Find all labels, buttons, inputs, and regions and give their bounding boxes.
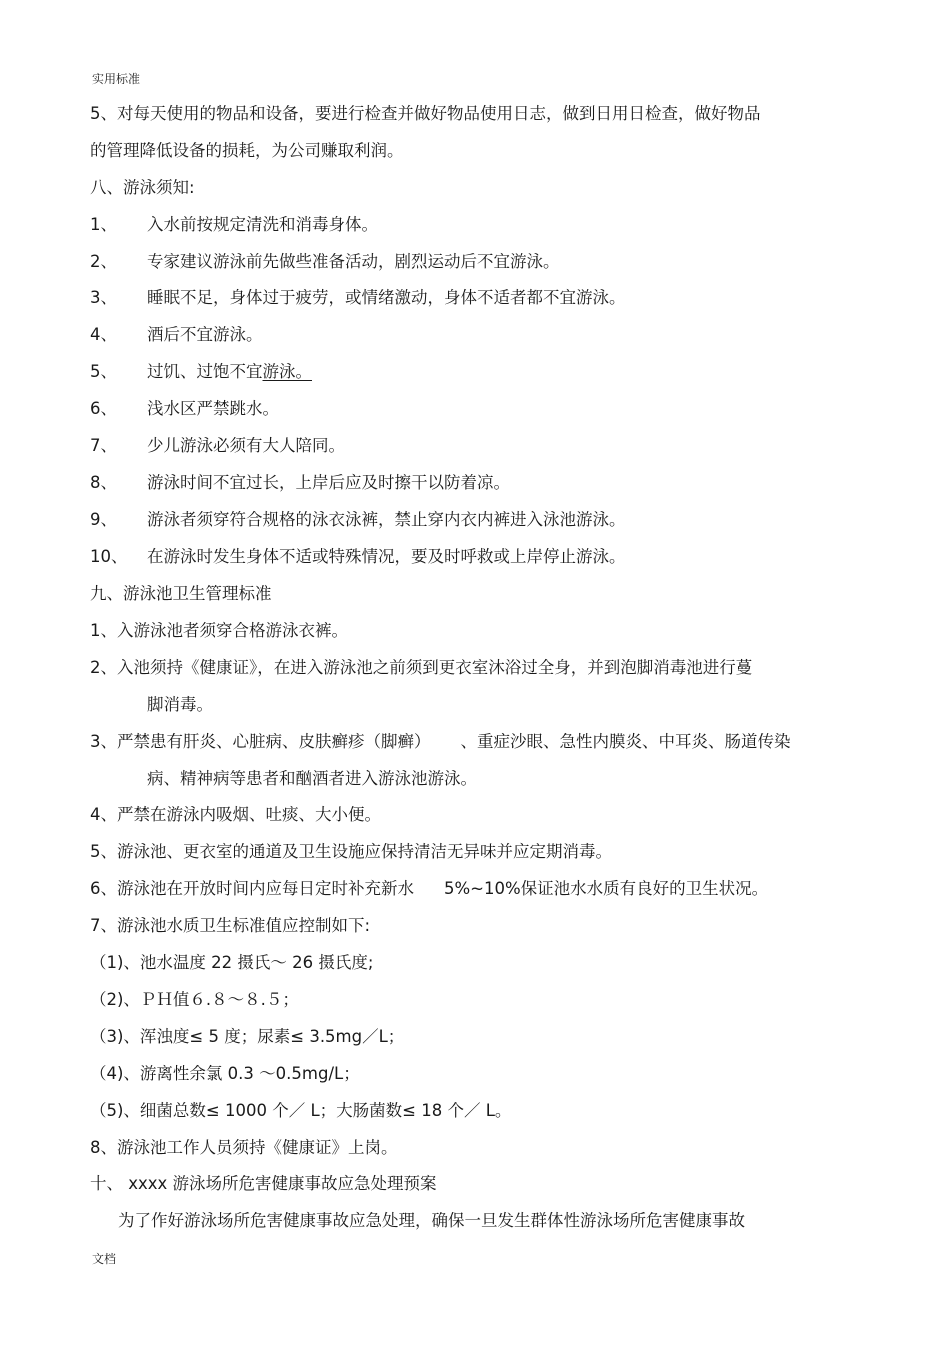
section8-title: 八、游泳须知: — [90, 178, 195, 197]
underlined-text: 游泳。 — [262, 362, 312, 381]
section10-title: 十、 xxxx 游泳场所危害健康事故应急处理预案 — [90, 1174, 437, 1193]
section9-item7: 7、游泳池水质卫生标准值应控制如下: — [90, 916, 371, 935]
section9-item2-line2: 脚消毒。 — [147, 695, 213, 714]
intro-item5-line2: 的管理降低设备的损耗，为公司赚取利润。 — [90, 141, 404, 160]
section9-item1: 1、入游泳池者须穿合格游泳衣裤。 — [90, 621, 348, 640]
list-item: （4)、游离性余氯 0.3 ～0.5mg/L； — [90, 1064, 360, 1083]
list-item: （1)、池水温度 22 摄氏～ 26 摄氏度; — [90, 953, 374, 972]
section9-item4: 4、严禁在游泳内吸烟、吐痰、大小便。 — [90, 805, 381, 824]
section9-item5: 5、游泳池、更衣室的通道及卫生设施应保持清洁无异味并应定期消毒。 — [90, 842, 612, 861]
document-page: 实用标准 5、对每天使用的物品和设备，要进行检查并做好物品使用日志，做到日用日检查，做好物品 的管理降低设备的损耗，为公司赚取利润。 八、游泳须知: 1、 入水前按规定清洗和消毒身体。 2、 专家建议游泳前先做些准备活动，剧烈运动后不宜游泳。 3、 睡眠不足，身体过于疲劳，或情绪激动，身体不适者都不宜游泳。 4、 酒后不宜游泳。 5、 过饥、过饱不宜游泳。 6、 浅水区严禁跳水。 7、 少儿游泳必须有大人陪同。 8、 游泳时间不宜过长，上岸后应及时擦干以防着凉。 9、 游泳者须穿符合规格的泳衣泳裤，禁止穿内衣内裤进入泳池游泳。 10、 在游泳时发生身体不适或特殊情况，要及时呼救或上岸停止游泳。 九、游泳池卫生管理标准 1、入游泳池者须穿合格游泳衣裤。 2、入池须持《健康证》，在进入游泳池之前须到更衣室沐浴过全身，并到泡脚消毒池进行蔓 脚消毒。 3、严禁患有肝炎、心脏病、皮肤癣疹（脚癣） 、重症沙眼、急性内膜炎、中耳炎、肠道传染 病、精神病等患者和酗酒者进入游泳池游泳。 4、严禁在游泳内吸烟、吐痰、大小便。 5、游泳池、更衣室的通道及卫生设施应保持清洁无异味并应定期消毒。 6、游泳池在开放时间内应每日定时补充新水 5%~10%保证池水水质有良好的卫生状况。 7、游泳池水质卫生标准值应控制如下: （1)、池水温度 22 摄氏～ 26 摄氏度; （2)、ＰＨ值６.８～８.５； （3)、浑浊度≤ 5 度；尿素≤ 3.5mg／L； （4)、游离性余氯 0.3 ～0.5mg/L； （5)、细菌总数≤ 1000 个／ L；大肠菌数≤ 18 个／ L。 8、游泳池工作人员须持《健康证》上岗。 十、 xxxx 游泳场所危害健康事故应急处理预案 为了作好游泳场所危害健康事故应急处理，确保一旦发生群体性游泳场所危害健康事故 文档 — [90, 72, 791, 1266]
section9-item2-line1: 2、入池须持《健康证》，在进入游泳池之前须到更衣室沐浴过全身，并到泡脚消毒池进行蔓 — [90, 658, 753, 677]
list-item: （3)、浑浊度≤ 5 度；尿素≤ 3.5mg／L； — [90, 1027, 405, 1046]
intro-item5-line1: 5、对每天使用的物品和设备，要进行检查并做好物品使用日志，做到日用日检查，做好物品 — [90, 104, 761, 123]
section9-item3-line1: 3、严禁患有肝炎、心脏病、皮肤癣疹（脚癣） 、重症沙眼、急性内膜炎、中耳炎、肠道传染 — [90, 732, 791, 751]
list-item: （2)、ＰＨ值６.８～８.５； — [90, 990, 299, 1009]
section9-title: 九、游泳池卫生管理标准 — [90, 584, 272, 603]
section9-item8: 8、游泳池工作人员须持《健康证》上岗。 — [90, 1138, 398, 1157]
page-header: 实用标准 — [92, 72, 141, 86]
section9-item3-line2: 病、精神病等患者和酗酒者进入游泳池游泳。 — [147, 769, 477, 788]
page-footer: 文档 — [92, 1252, 117, 1266]
list-item: （5)、细菌总数≤ 1000 个／ L；大肠菌数≤ 18 个／ L。 — [90, 1101, 512, 1120]
section10-paragraph: 为了作好游泳场所危害健康事故应急处理，确保一旦发生群体性游泳场所危害健康事故 — [118, 1211, 745, 1230]
section9-item6: 6、游泳池在开放时间内应每日定时补充新水 5%~10%保证池水水质有良好的卫生状况。 — [90, 879, 769, 898]
